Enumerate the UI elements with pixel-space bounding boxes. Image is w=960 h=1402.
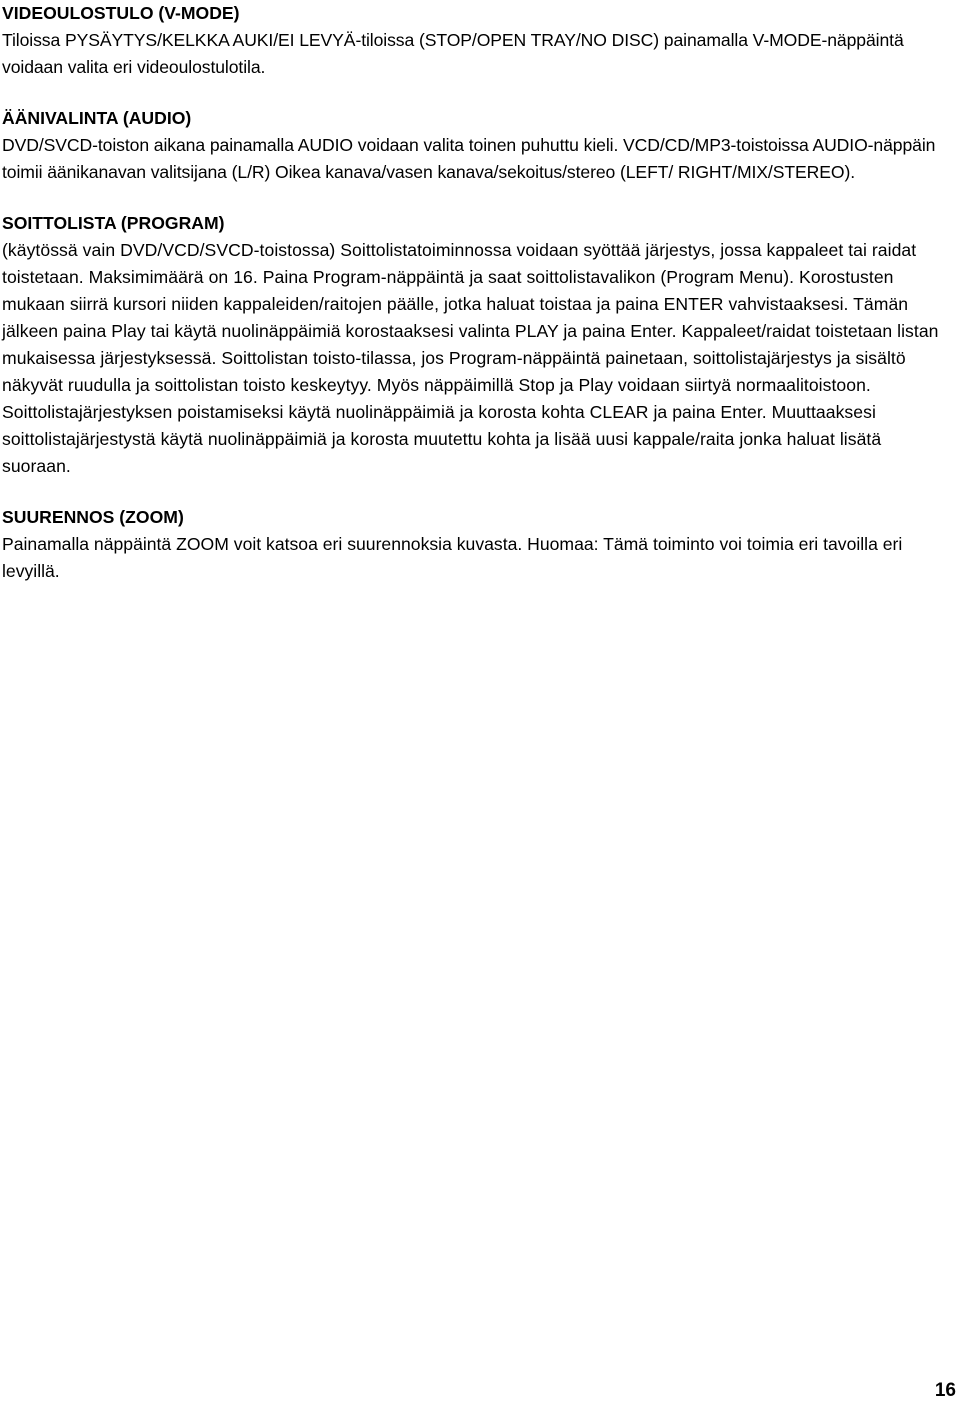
section-program — [2, 210, 952, 480]
section-body: (käytössä vain DVD/VCD/SVCD-toistossa) Soittolistatoiminnossa voidaan syöttää järjestys, jossa kappaleet tai raidat toistetaan. Maksimimäärä on 16. Paina Program-näppäintä ja saat soittolistavalikon (Program Menu). Korostusten mukaan siirrä kursori niiden kappaleiden/raitojen päälle, jotka haluat toistaa ja paina ENTER vahvistaaksesi. Tämän jälkeen paina Play tai käytä nuolinäppäimiä korostaaksesi valinta PLAY ja paina Enter. Kappaleet/raidat toistetaan listan mukaisessa järjestyksessä. Soittolistan toisto-tilassa, jos Program-näppäintä painetaan, soittolistajärjestys ja sisältö näkyvät ruudulla ja soittolistan toisto keskeytyy. Myös näppäimillä Stop ja Play voidaan siirtyä normaalitoistoon. Soittolistajärjestyksen poistamiseksi käytä nuolinäppäimiä ja korosta kohta CLEAR ja paina Enter. Muuttaaksesi soittolistajärjestystä käytä nuolinäppäimiä ja korosta muutettu kohta ja lisää uusi kappale/raita jonka haluat lisätä suoraan. — [2, 240, 939, 476]
section-heading: ÄÄNIVALINTA (AUDIO) — [2, 108, 192, 128]
document-page — [2, 0, 952, 609]
page-number: 16 — [934, 1380, 956, 1401]
section-v-mode — [2, 0, 952, 81]
section-body: Painamalla näppäintä ZOOM voit katsoa eri suurennoksia kuvasta. Huomaa: Tämä toiminto voi toimia eri tavoilla eri levyillä. — [2, 534, 903, 581]
section-zoom — [2, 504, 952, 585]
section-heading: SOITTOLISTA (PROGRAM) — [2, 213, 225, 233]
section-audio — [2, 105, 952, 186]
section-heading: SUURENNOS (ZOOM) — [2, 507, 184, 527]
section-body: DVD/SVCD-toiston aikana painamalla AUDIO voidaan valita toinen puhuttu kieli. VCD/CD/MP3-toistoissa AUDIO-näppäin toimii äänikanavan valitsijana (L/R) Oikea kanava/vasen kanava/sekoitus/stereo (LEFT/ RIGHT/MIX/STEREO). — [2, 135, 936, 182]
section-heading: VIDEOULOSTULO (V-MODE) — [2, 3, 240, 23]
section-body: Tiloissa PYSÄYTYS/KELKKA AUKI/EI LEVYÄ-tiloissa (STOP/OPEN TRAY/NO DISC) painamalla V-MODE-näppäintä voidaan valita eri videoulostulotila. — [2, 30, 904, 77]
